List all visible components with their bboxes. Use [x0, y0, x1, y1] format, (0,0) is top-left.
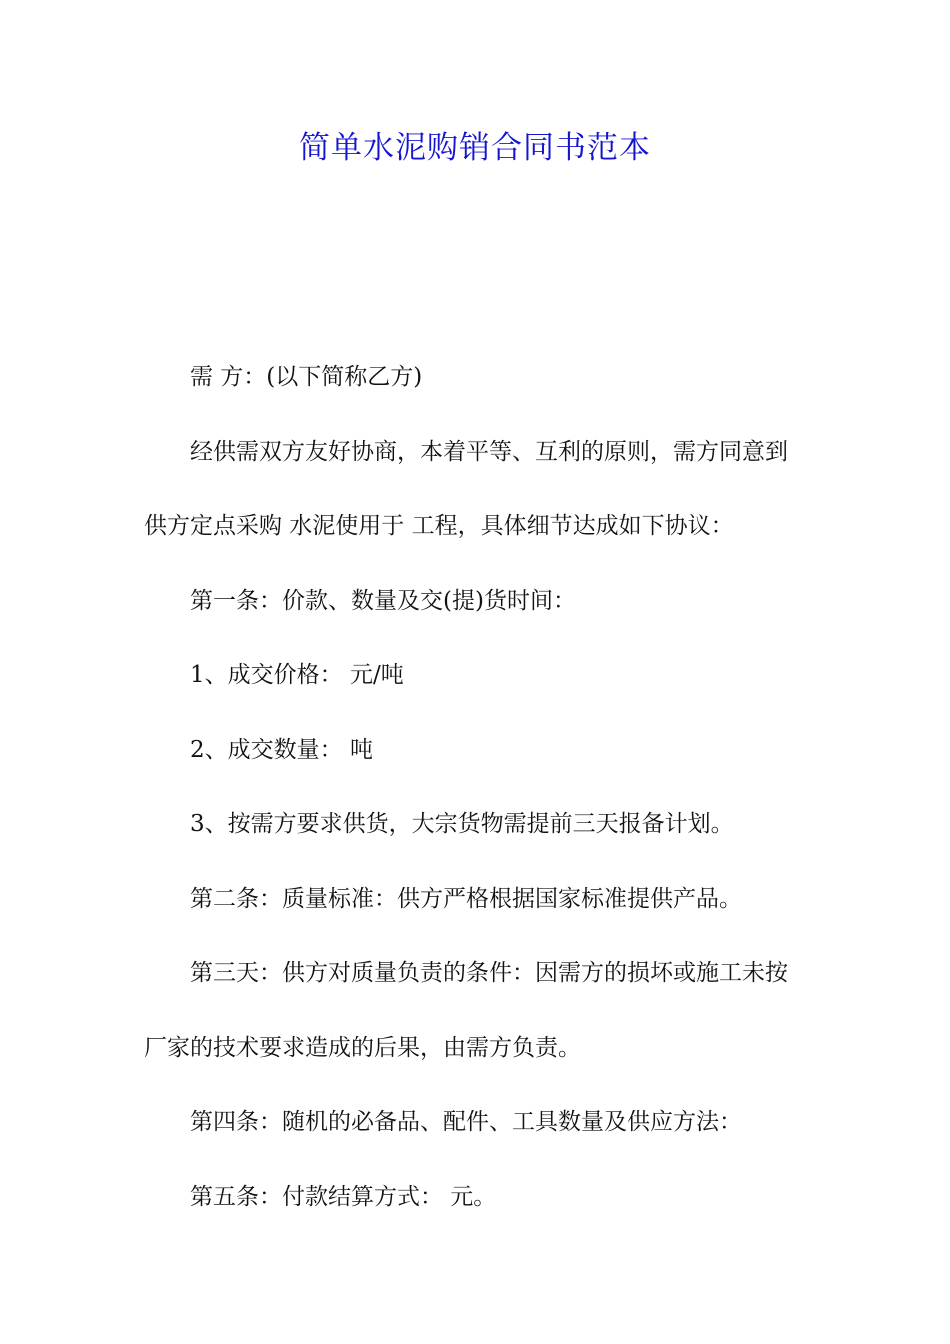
paragraph-price: 1、成交价格： 元/吨: [190, 662, 404, 688]
paragraph-article-5: 第五条：付款结算方式： 元。: [190, 1183, 497, 1210]
paragraph-article-1: 第一条：价款、数量及交(提)货时间：: [190, 587, 576, 614]
paragraph-agreement-intro: 经供需双方友好协商，本着平等、互利的原则，需方同意到供方定点采购 水泥使用于 工程，具体细节达成如下协议：: [144, 438, 788, 539]
paragraph-article-3: 第三天：供方对质量负责的条件：因需方的损坏或施工未按厂家的技术要求造成的后果，由需方负责。: [144, 960, 788, 1061]
paragraph-article-4: 第四条：随机的必备品、配件、工具数量及供应方法：: [190, 1109, 742, 1135]
paragraph-buyer: 需 方：(以下简称乙方): [190, 364, 423, 390]
document-title: 简单水泥购销合同书范本: [299, 130, 651, 166]
paragraph-quantity: 2、成交数量： 吨: [190, 736, 373, 763]
paragraph-delivery-plan: 3、按需方要求供货，大宗货物需提前三天报备计划。: [190, 811, 734, 837]
document-body: [144, 340, 806, 1234]
paragraph-article-2: 第二条：质量标准：供方严格根据国家标准提供产品。: [190, 885, 742, 912]
